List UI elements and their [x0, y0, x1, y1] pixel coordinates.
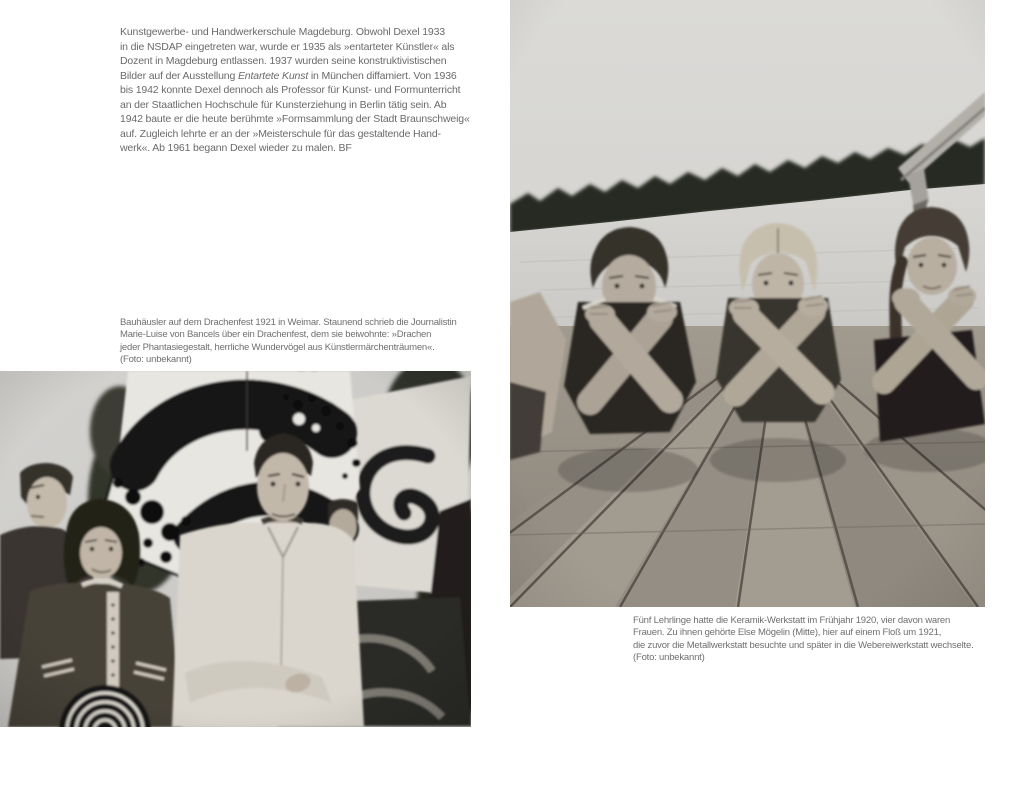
text-segment: in München diffamiert. Von 1936	[308, 69, 457, 82]
text-line: in die NSDAP eingetreten war, wurde er 1935 als »entarteter Künstler« als	[120, 40, 455, 53]
caption-floss	[633, 615, 993, 665]
caption-credit: (Foto: unbekannt)	[120, 354, 192, 366]
caption-credit: (Foto: unbekannt)	[633, 652, 705, 664]
text-line: 1942 baute er die heute berühmte »Formsammlung der Stadt Braunschweig«	[120, 113, 470, 125]
biography-text	[120, 25, 472, 156]
photo-floss-graphic	[510, 0, 985, 607]
text-line: bis 1942 konnte Dexel dennoch als Professor für Kunst- und Formunterricht	[120, 84, 461, 96]
text-line: Dozent in Magdeburg entlassen. 1937 wurden seine konstruktivistischen	[120, 55, 447, 67]
caption-line: die zuvor die Metallwerkstatt besuchte und später in die Webereiwerkstatt wechselte.	[633, 639, 974, 651]
text-line: an der Staatlichen Hochschule für Kunsterziehung in Berlin tätig sein. Ab	[120, 98, 447, 111]
exhibition-title-italic: Entartete Kunst	[237, 69, 309, 82]
text-line: Kunstgewerbe- und Handwerkerschule Magdeburg. Obwohl Dexel 1933	[120, 26, 445, 38]
text-segment: Bilder auf der Ausstellung	[120, 69, 238, 82]
text-line: werk«. Ab 1961 begann Dexel wieder zu malen. BF	[120, 142, 352, 154]
text-line	[120, 69, 472, 84]
caption-line: Frauen. Zu ihnen gehörte Else Mögelin (Mitte), hier auf einem Floß um 1921,	[633, 627, 942, 639]
caption-line: Bauhäusler auf dem Drachenfest 1921 in Weimar. Staunend schrieb die Journalistin	[120, 317, 457, 328]
photo-floss-raft	[510, 0, 985, 607]
photo-vignette	[0, 371, 471, 727]
photo-drachenfest-graphic	[0, 371, 471, 727]
caption-line: Fünf Lehrlinge hatte die Keramik-Werkstatt im Frühjahr 1920, vier davon waren	[633, 615, 951, 626]
photo-vignette	[510, 0, 985, 607]
text-line: auf. Zugleich lehrte er an der »Meisterschule für das gestaltende Hand-	[120, 127, 441, 140]
caption-line: jeder Phantasiegestalt, herrliche Wundervögel aus Künstlermärchenträumen«.	[120, 341, 435, 353]
caption-line: Marie-Luise von Bancels über ein Drachenfest, dem sie beiwohnte: »Drachen	[120, 329, 432, 341]
caption-drachenfest	[120, 317, 470, 367]
photo-drachenfest	[0, 371, 471, 727]
